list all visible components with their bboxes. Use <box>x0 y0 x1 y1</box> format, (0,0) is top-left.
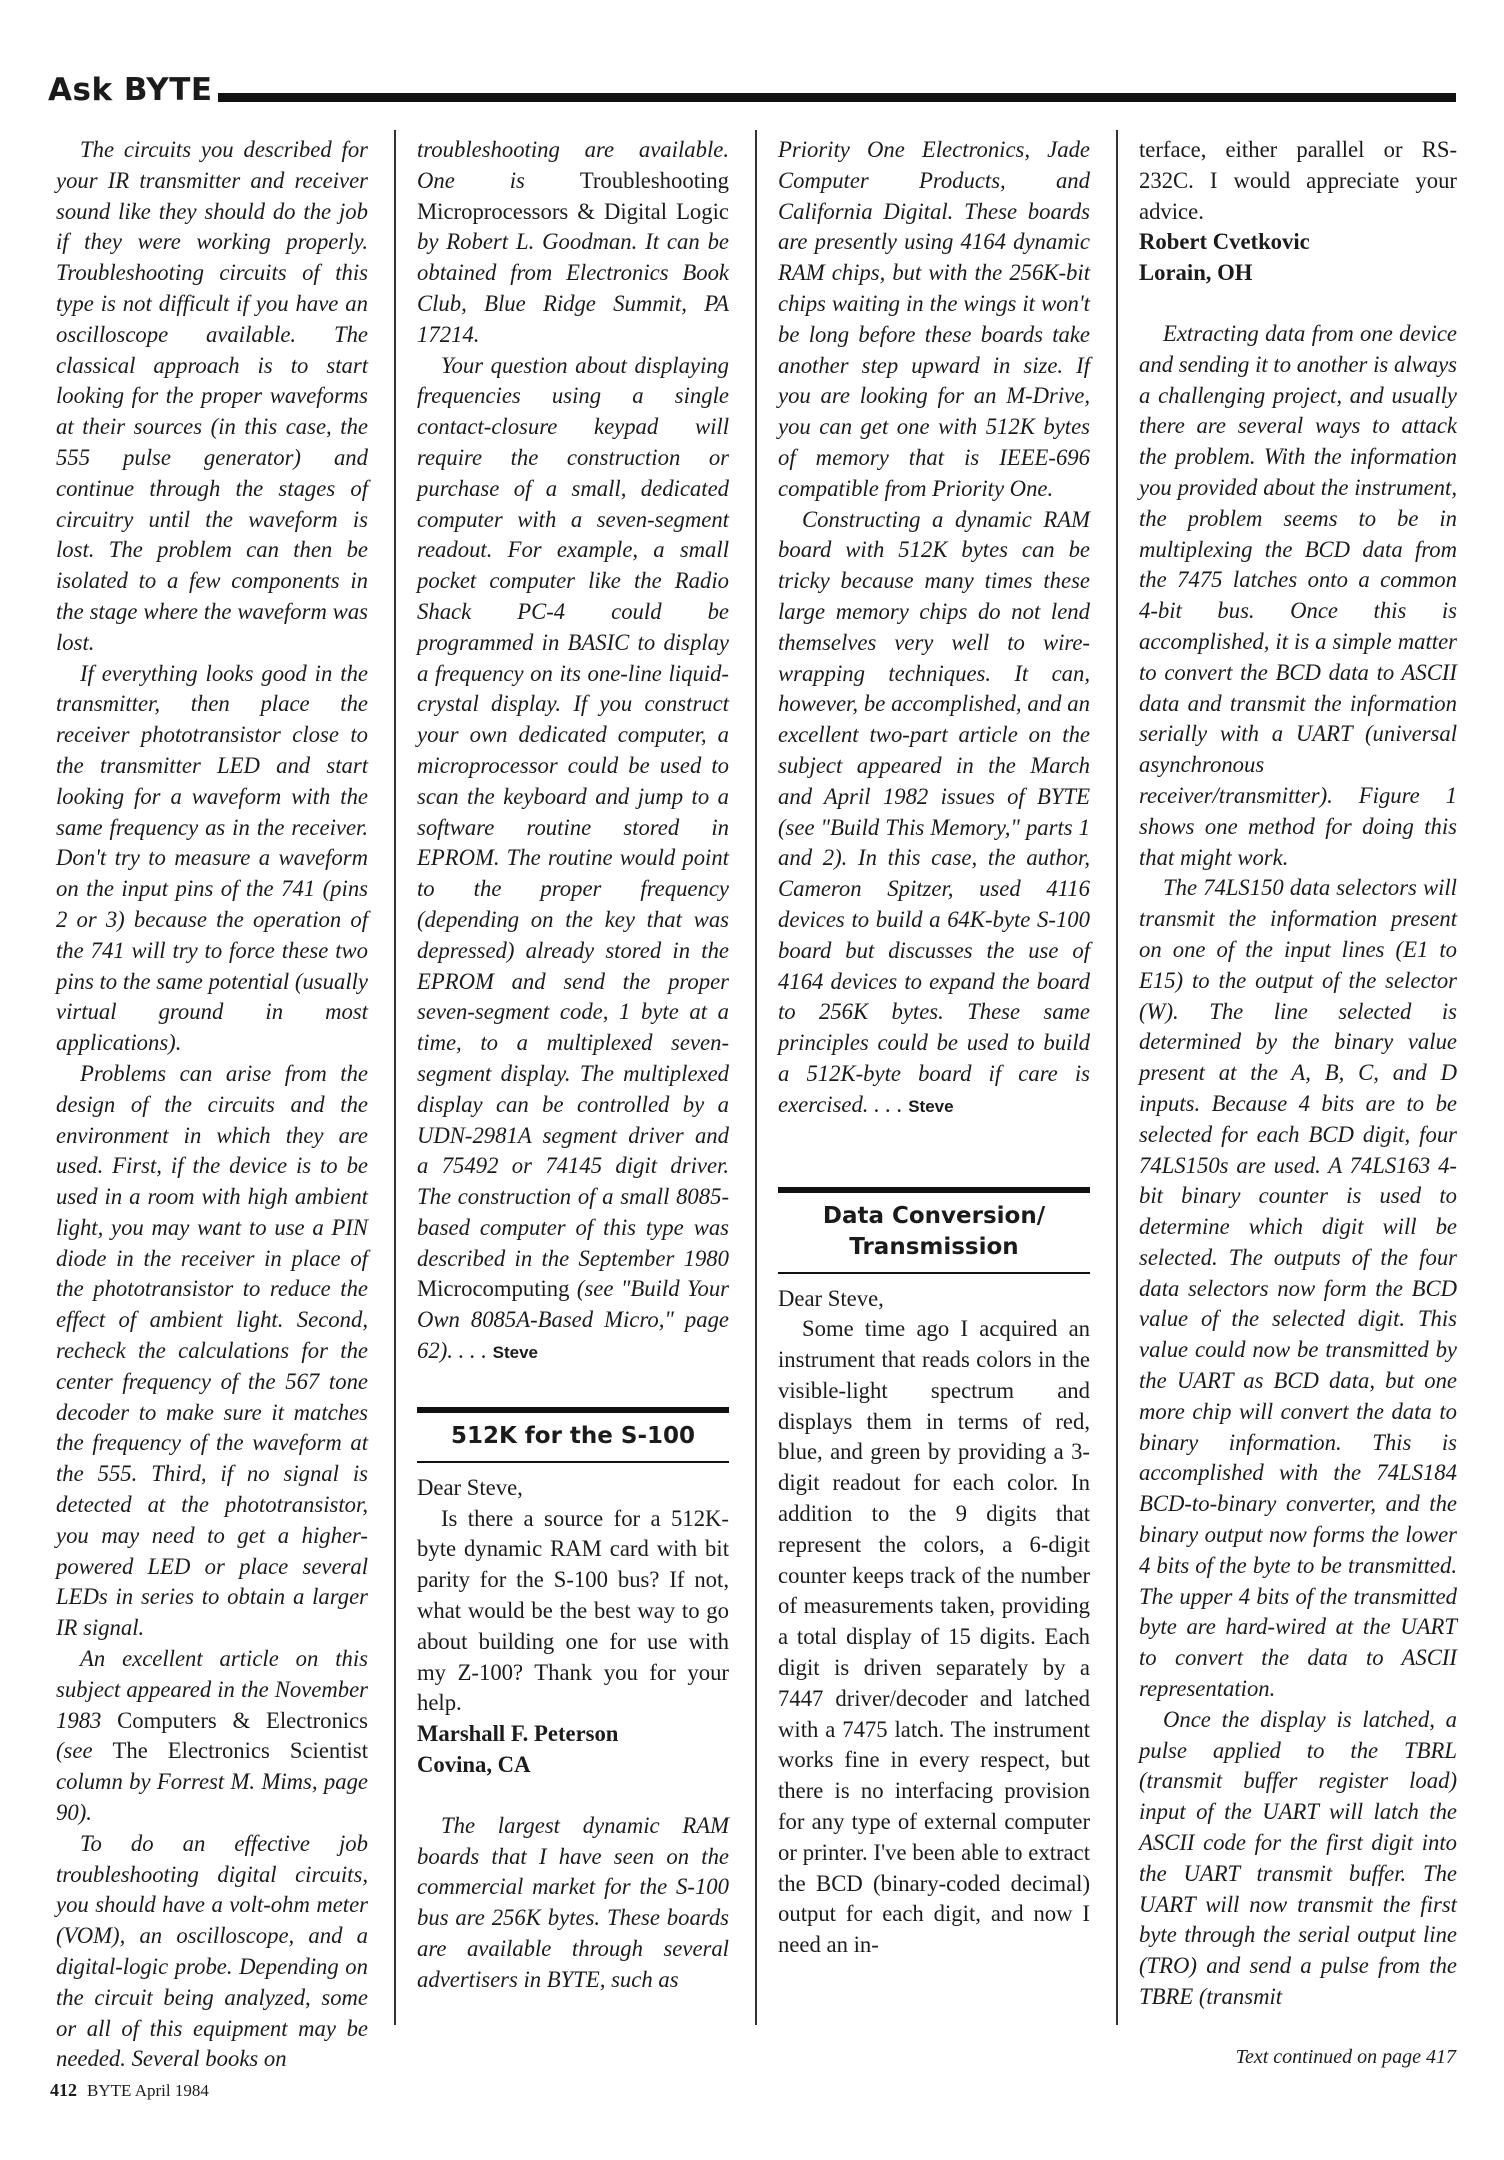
spacer <box>778 1123 1090 1179</box>
letter-paragraph: Some time ago I acquired an instrument that reads colors in the visible-light spectrum and displays them in terms of red, blue, and green by providing a 3-digit readout for each color. In addition to the 9 digits that represent the colors, a 6-digit counter keeps track of the number of measurements taken, providing a total display of 15 digits. Each digit is driven separately by a 7447 driver/decoder and latched with a 7475 latch. The instrument works fine in every respect, but there is no interfacing provision for any type of external computer or printer. I've been able to extract the BCD (binary-coded decimal) output for each digit, and now I need an in- <box>778 1316 1090 1958</box>
spacer <box>1139 289 1457 319</box>
text-run: (see "Build Your Own 8085A-Based Micro," page 62). . . . <box>417 1276 729 1364</box>
subsection-heading-512k: 512K for the S-100 <box>417 1407 729 1463</box>
issue-label: BYTE April 1984 <box>87 2081 209 2100</box>
letter-author: Marshall F. Peterson <box>417 1721 619 1747</box>
letter-author: Robert Cvetkovic <box>1139 229 1310 255</box>
column-divider <box>755 130 757 2025</box>
text-run: column by Forrest M. Mims, page 90). <box>56 1769 368 1826</box>
answer-paragraph: If everything looks good in the transmitter, then place the receiver phototransistor close to the transmitter LED and start looking for a waveform with the same frequency as in the receiver. Don't try to measure a waveform on the input pins of the 741 (pins 2 or 3) because the operation of the 741 will try to force these two pins to the same potential (usually virtual ground in most applications). <box>56 660 368 1056</box>
column-1 <box>56 135 368 2075</box>
subsection-heading-data-conversion <box>778 1187 1090 1274</box>
spacer <box>417 1781 729 1811</box>
text-run: An excellent article on this subject appeared in the November 1983 <box>56 1646 368 1733</box>
answer-paragraph: The 74LS150 data selectors will transmit the information present on one of the input lines (E1 to E15) to the output of the selector (W). The line selected is determined by the binary value present at the A, B, C, and D inputs. Because 4 bits are to be selected for each BCD digit, four 74LS150s are used. A 74LS163 4-bit binary counter is used to determine which digit will be selected. The outputs of the four data selectors now form the BCD value of the selected digit. This value could now be transmitted by the UART as BCD data, but one more chip will convert the data to binary information. This is accomplished with the 74LS184 BCD-to-binary converter, and the binary output now forms the lower 4 bits of the byte to be transmitted. The upper 4 bits of the transmitted byte are hard-wired at the UART to convert the data to ASCII representation. <box>1139 875 1457 1702</box>
heading-line: Data Conversion/ <box>822 1202 1046 1229</box>
answer-paragraph: Once the display is latched, a pulse applied to the TBRL (transmit buffer register load) input of the UART will latch the ASCII code for the first digit into the UART transmit buffer. The UART will now transmit the first byte through the serial output line (TRO) and send a pulse from the TBRE (transmit <box>1139 1706 1457 2010</box>
answer-paragraph: To do an effective job troubleshooting digital circuits, you should have a volt-ohm meter (VOM), an oscilloscope, and a digital-logic probe. Depending on the circuit being analyzed, some or all of this equipment may be needed. Several books on <box>56 1830 368 2072</box>
section-title: Ask BYTE <box>48 72 213 108</box>
letter-paragraph: Is there a source for a 512K-byte dynamic RAM card with bit parity for the S-100 bus? If not, what would be the best way to go about building one for use with my Z-100? Thank you for your help. <box>417 1505 729 1716</box>
signature-steve: Steve <box>492 1343 538 1363</box>
magazine-title: Microcomputing <box>417 1276 570 1302</box>
magazine-title: Computers & Electronics <box>117 1707 369 1733</box>
letter-paragraph: terface, either parallel or RS-232C. I would appreciate your advice. <box>1139 137 1457 224</box>
salutation: Dear Steve, <box>778 1285 884 1311</box>
answer-paragraph: Priority One Electronics, Jade Computer Products, and California Digital. These boards are presently using 4164 dynamic RAM chips, but with the 256K-bit chips waiting in the wings it won't be long before these boards take another step upward in size. If you are looking for an M-Drive, you can get one with 512K bytes of memory that is IEEE-696 compatible from Priority One. <box>778 137 1090 501</box>
signature-steve: Steve <box>908 1096 954 1116</box>
text-run: Your question about displaying frequencies using a single contact-closure keypad will require the construction or purchase of a small, dedicated computer with a seven-segment readout. For example, a small pocket computer like the Radio Shack PC-4 could be programmed in BASIC to display a frequency on its one-line liquid-crystal display. If you construct your own dedicated computer, a microprocessor could be used to scan the keyboard and jump to a software routine stored in EPROM. The routine would point to the proper frequency (depending on the key that was depressed) already stored in the EPROM and send the proper seven-segment code, 1 byte at a time, to a multiplexed seven-segment display. The multiplexed display can be controlled by a UDN-2981A segment driver and a 75492 or 74145 digit driver. The construction of a small 8085-based computer of this type was described in the September 1980 <box>417 352 729 1271</box>
column-divider <box>1116 130 1118 2025</box>
book-title: Troubleshooting Microprocessors & Digital Logic <box>417 167 729 224</box>
spacer <box>417 1369 729 1399</box>
page-number: 412 <box>50 2080 77 2100</box>
column-4 <box>1139 135 1457 2013</box>
answer-paragraph <box>417 351 729 1369</box>
column-2 <box>417 135 729 1996</box>
answer-paragraph: The largest dynamic RAM boards that I have seen on the commercial market for the S-100 bus are 256K bytes. These boards are available through several advertisers in BYTE, such as <box>417 1812 729 1992</box>
text-run: (see <box>56 1738 93 1764</box>
header-rule <box>218 93 1456 102</box>
column-title: The Electronics Scientist <box>112 1738 368 1764</box>
column-divider <box>394 130 396 2025</box>
continued-note: Text continued on page 417 <box>1235 2046 1456 2068</box>
letter-location: Lorain, OH <box>1139 260 1253 286</box>
text-run: by Robert L. Goodman. It can be obtained from Electronics Book Club, Blue Ridge Summit, PA 17214. <box>417 229 729 347</box>
answer-paragraph: The circuits you described for your IR transmitter and receiver sound like they should do the job if they were working properly. Troubleshooting circuits of this type is not difficult if you have an oscilloscope available. The classical approach is to start looking for the proper waveforms at their sources (in this case, the 555 pulse generator) and continue through the stages of circuitry until the waveform is lost. The problem can then be isolated to a few components in the stage where the waveform was lost. <box>56 137 368 655</box>
heading-line: Transmission <box>849 1233 1019 1260</box>
column-3 <box>778 135 1090 1961</box>
salutation: Dear Steve, <box>417 1474 523 1500</box>
answer-paragraph: Extracting data from one device and sending it to another is always a challenging project, and usually there are several ways to attack the problem. With the information you provided about the instrument, the problem seems to be in multiplexing the BCD data from the 7475 latches onto a common 4-bit bus. Once this is accomplished, it is a simple matter to convert the BCD data to ASCII data and transmit the information serially with a UART (universal asynchronous receiver/transmitter). Figure 1 shows one method for doing this that might work. <box>1139 320 1457 870</box>
answer-paragraph <box>417 135 729 351</box>
letter-location: Covina, CA <box>417 1752 531 1778</box>
text-run: Constructing a dynamic RAM board with 512K bytes can be tricky because many times these large memory chips do not lend themselves very well to wire-wrapping techniques. It can, however, be accomplished, and an excellent two-part article on the subject appeared in the March and April 1982 issues of BYTE (see "Build This Memory," parts 1 and 2). In this case, the author, Cameron Spitzer, used 4116 devices to build a 64K-byte S-100 board but discusses the use of 4164 devices to expand the board to 256K bytes. These same principles could be used to build a 512K-byte board if care is exercised. . . . <box>778 506 1090 1117</box>
section-header <box>48 70 1456 110</box>
page-footer <box>50 2080 209 2101</box>
answer-paragraph <box>56 1644 368 1829</box>
answer-paragraph <box>778 505 1090 1123</box>
text-run: troubleshooting are available. One is <box>417 137 729 193</box>
answer-paragraph: Problems can arise from the design of the circuits and the environment in which they are used. First, if the device is to be used in a room with high ambient light, you may want to use a PIN diode in the receiver in place of the phototransistor to reduce the effect of ambient light. Second, recheck the calculations for the center frequency of the 567 tone decoder to make sure it matches the frequency of the waveform at the 555. Third, if no signal is detected at the phototransistor, you may need to get a higher-powered LED or place several LEDs in series to obtain a larger IR signal. <box>56 1060 368 1641</box>
